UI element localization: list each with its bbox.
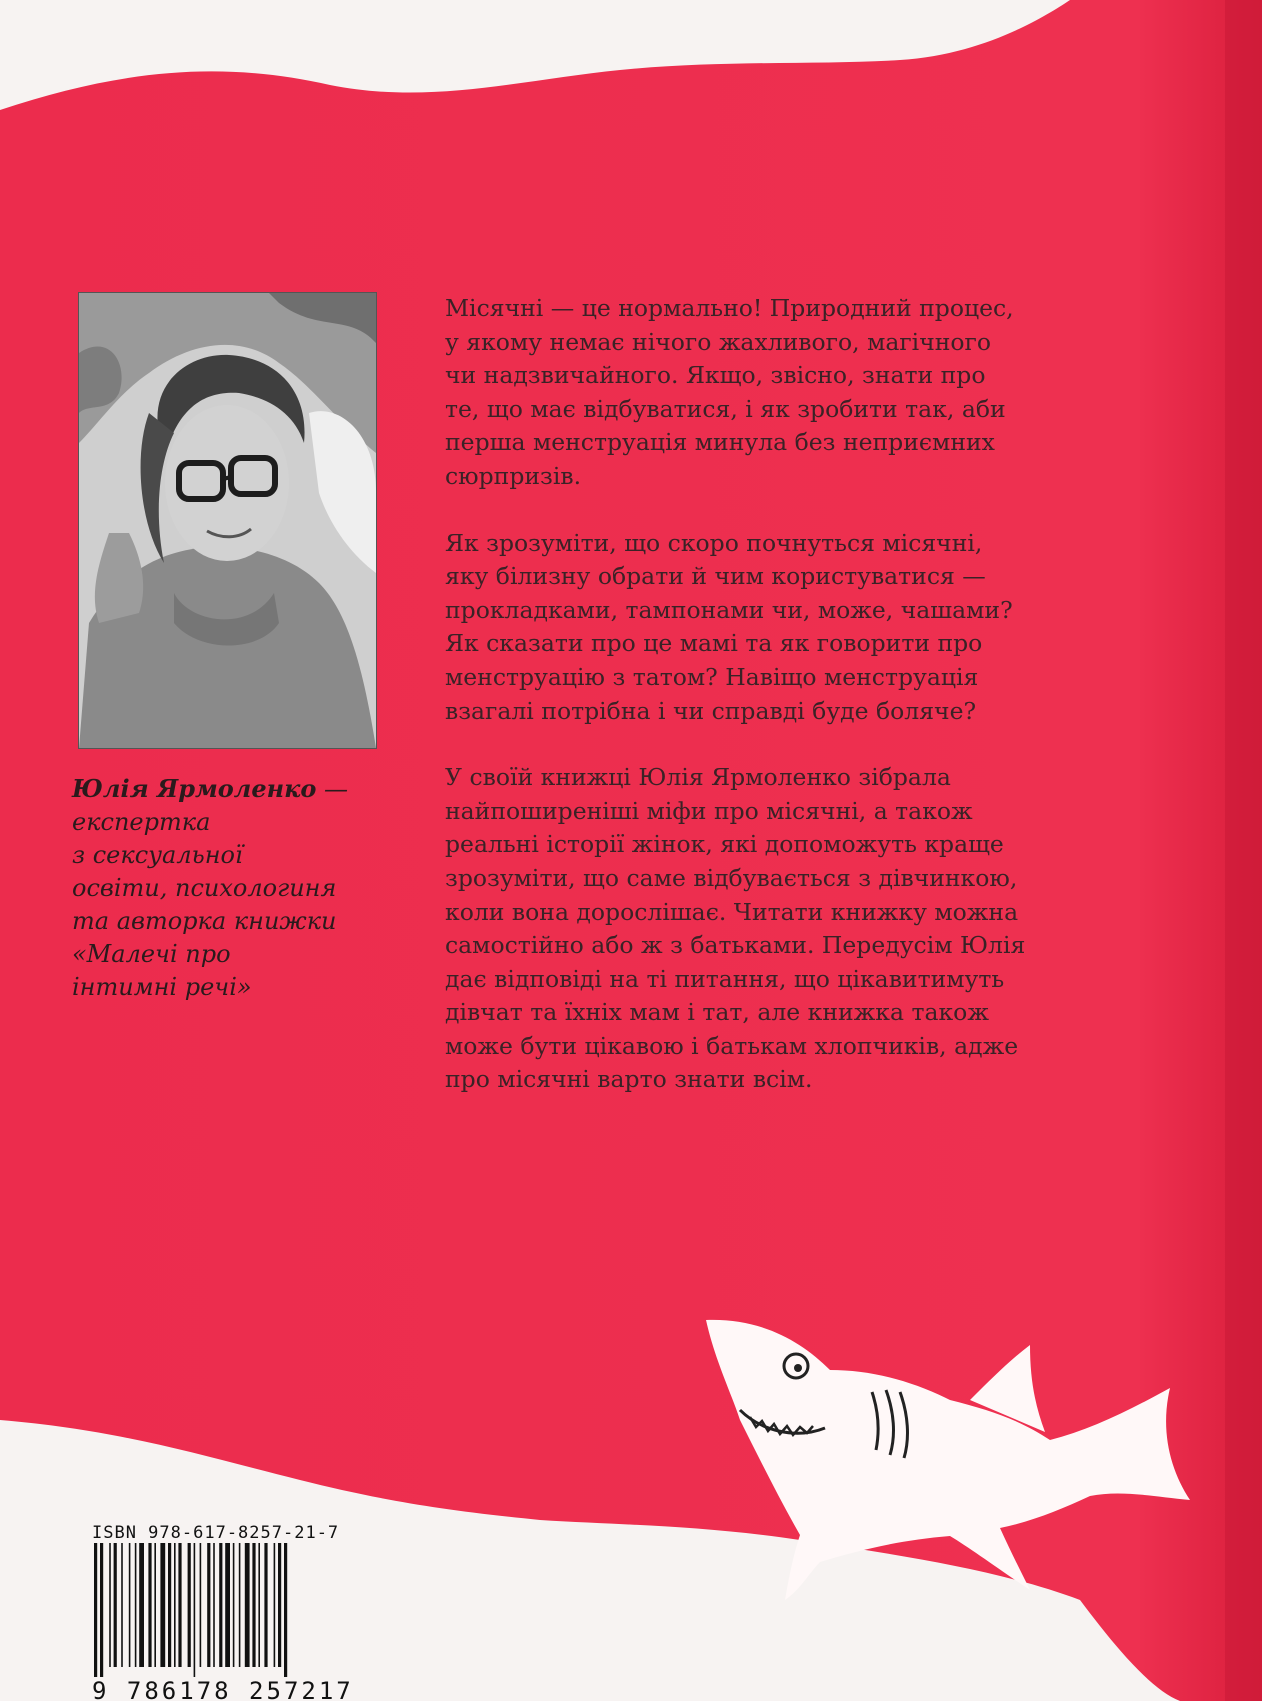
blurb-line: прокладками, тампонами чи, може, чашами? (445, 595, 1013, 624)
barcode-bar (178, 1543, 181, 1667)
isbn-label: ISBN 978-617-8257-21-7 (92, 1523, 340, 1543)
barcode (92, 1543, 356, 1683)
barcode-bar (148, 1543, 151, 1667)
barcode-bar (239, 1543, 241, 1667)
barcode-bar (160, 1543, 165, 1667)
author-bio-line: з сексуальної (72, 841, 243, 869)
barcode-bar (207, 1543, 210, 1667)
barcode-bar (252, 1543, 255, 1667)
blurb-line: може бути цікавою і батькам хлопчиків, адже (445, 1031, 1019, 1060)
barcode-bars (92, 1543, 356, 1677)
blurb-line: сюрпризів. (445, 461, 582, 490)
blurb-paragraph-2 (445, 527, 1110, 729)
barcode-bar (168, 1543, 171, 1667)
blurb-line: реальні історії жінок, які допоможуть краще (445, 830, 1004, 859)
barcode-bar (135, 1543, 137, 1667)
barcode-bar (278, 1543, 281, 1667)
barcode-bar (139, 1543, 144, 1667)
barcode-bar (213, 1543, 215, 1667)
isbn-block (92, 1523, 360, 1701)
blurb-line: Як зрозуміти, що скоро почнуться місячні, (445, 528, 983, 557)
barcode-bar (219, 1543, 222, 1667)
author-bio (72, 772, 402, 1004)
author-bio-line: освіти, психологиня (72, 874, 337, 902)
blurb-line: У своїй книжці Юлія Ярмоленко зібрала (445, 763, 951, 792)
barcode-bar (284, 1543, 287, 1677)
barcode-bar (174, 1543, 176, 1667)
blurb-line: у якому немає нічого жахливого, магічного (445, 327, 991, 356)
author-name: Юлія Ярмоленко (72, 774, 317, 803)
barcode-digits: 9 786178 257217 (92, 1677, 354, 1701)
blurb-line: зрозуміти, що саме відбувається з дівчинкою, (445, 863, 1018, 892)
barcode-bar (129, 1543, 131, 1667)
barcode-bar (154, 1543, 156, 1667)
blurb-paragraph-1 (445, 292, 1110, 494)
barcode-bar (274, 1543, 276, 1667)
author-bio-line: інтимні речі» (72, 973, 252, 1001)
blurb-line: про місячні варто знати всім. (445, 1065, 813, 1094)
author-bio-line: «Малечі про (72, 940, 231, 968)
barcode-bar (188, 1543, 191, 1667)
author-bio-line: та авторка книжки (72, 907, 337, 935)
blurb-line: взагалі потрібна і чи справді буде боляче? (445, 696, 977, 725)
author-bio-first-line (72, 772, 402, 806)
barcode-bar (233, 1543, 235, 1667)
book-blurb (445, 292, 1110, 1097)
barcode-bar (94, 1543, 97, 1677)
blurb-line: яку білизну обрати й чим користуватися — (445, 562, 986, 591)
author-dash: — (316, 775, 349, 803)
barcode-bar (245, 1543, 250, 1667)
blurb-line: дає відповіді на ті питання, що цікавитимуть (445, 964, 1005, 993)
author-portrait-photo (79, 293, 376, 748)
blurb-line: коли вона дорослішає. Читати книжку можна (445, 897, 1019, 926)
barcode-bar (264, 1543, 267, 1667)
barcode-bar (114, 1543, 117, 1667)
barcode-bar (100, 1543, 103, 1677)
blurb-line: чи надзвичайного. Якщо, звісно, знати про (445, 361, 986, 390)
blurb-line: менструацію з татом? Навіщо менструація (445, 662, 979, 691)
shark-illustration (700, 1300, 1240, 1630)
author-photo (78, 292, 377, 749)
author-bio-line: експертка (72, 808, 211, 836)
blurb-line: те, що має відбуватися, і як зробити так, аби (445, 394, 1006, 423)
blurb-line: Місячні — це нормально! Природний процес, (445, 294, 1014, 322)
barcode-bar (194, 1543, 196, 1677)
blurb-line: самостійно або ж з батьками. Передусім Юлія (445, 931, 1026, 960)
blurb-line: Як сказати про це мамі та як говорити про (445, 629, 983, 658)
barcode-bar (225, 1543, 230, 1667)
barcode-bar (121, 1543, 123, 1667)
barcode-bar (109, 1543, 111, 1667)
blurb-line: перша менструація минула без неприємних (445, 428, 995, 457)
blurb-line: дівчат та їхніх мам і тат, але книжка також (445, 998, 989, 1027)
barcode-bar (200, 1543, 202, 1667)
shark-body (706, 1320, 1190, 1600)
blurb-line: найпоширеніші міфи про місячні, а також (445, 796, 973, 825)
barcode-bar (258, 1543, 260, 1667)
blurb-paragraph-3 (445, 761, 1110, 1097)
